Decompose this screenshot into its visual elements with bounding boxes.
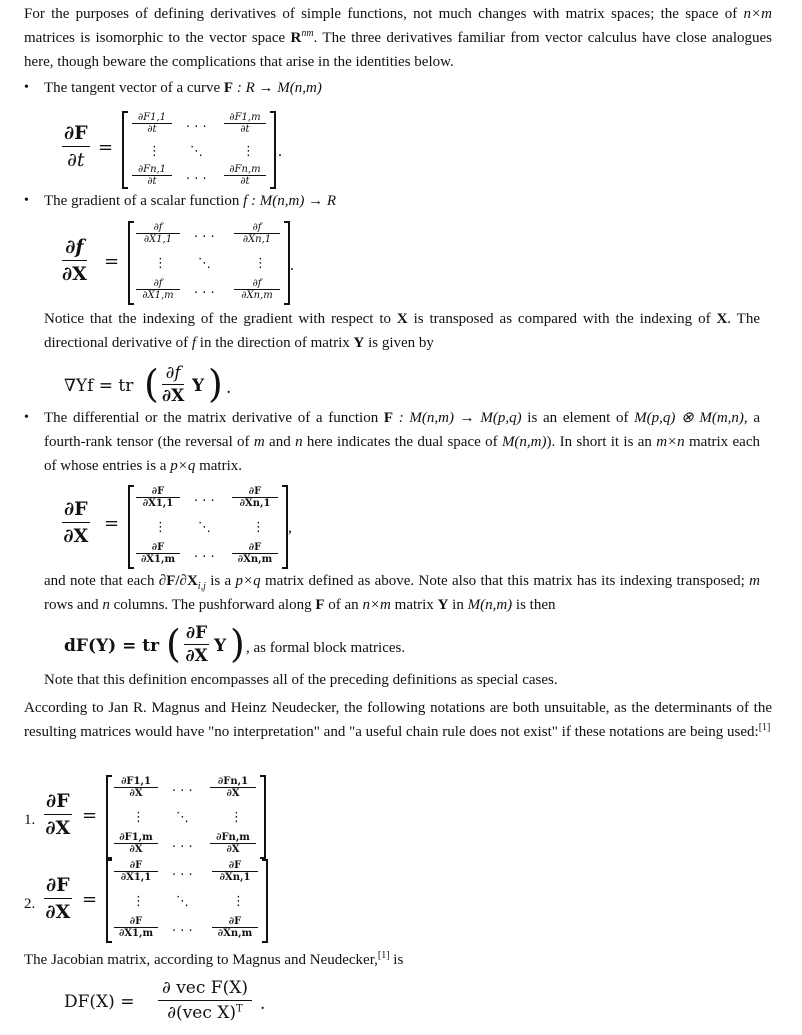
intro-paragraph: For the purposes of defining derivatives of simple functions, not much changes with matrix spaces; the space of n×m matrices is isomorphic to the vector space $R^{nm}$. The three derivatives familiar from vector calculus have close analogues here, though beware the complications that arise in the identities below. bbox=[24, 6, 772, 70]
gradient-lhs: $\frac{\partial f}{\partial X}$ bbox=[62, 236, 87, 285]
citation-link[interactable]: [1] bbox=[758, 722, 771, 733]
notation-1-matrix: ∂F1,1 ∂X · · · ∂Fn,1 ∂X ⋮ ⋱ ⋮ ∂F1,m ∂X · · · ∂Fn,m ∂X bbox=[106, 776, 266, 858]
gradient-matrix: ∂f ∂X1,1 · · · ∂f ∂Xn,1 ⋮ ⋱ ⋮ ∂f ∂X1,m · · · ∂f ∂Xn,m bbox=[128, 222, 290, 304]
gradient-equation: $\frac{\partial f}{\partial X}$ = ∂f ∂X1,1 · · · ∂f ∂Xn,1 ⋮ ⋱ ⋮ ∂f ∂X1,m · · · ∂f ∂Xn,m . bbox=[0, 220, 802, 308]
differential-equation: $\frac{\partial F}{\partial X}$ = ∂F ∂X1,1 · · · ∂F ∂Xn,1 ⋮ ⋱ ⋮ ∂F ∂X1,m · · · ∂F ∂Xn,m , bbox=[0, 482, 802, 570]
notation-2-matrix: ∂F ∂X1,1 · · · ∂F ∂Xn,1 ⋮ ⋱ ⋮ ∂F ∂X1,m · · · ∂F ∂Xn,m bbox=[106, 860, 268, 942]
differential-matrix: ∂F ∂X1,1 · · · ∂F ∂Xn,1 ⋮ ⋱ ⋮ ∂F ∂X1,m · · · ∂F ∂Xn,m bbox=[128, 486, 288, 568]
bullet-marker: • bbox=[24, 410, 29, 425]
bullet-marker: • bbox=[24, 193, 29, 208]
differential-note: and note that each $\partial F/\partial X_{i,j}$ is a p×q matrix defined as above. Note also that this matrix has its indexing transposed; m rows and n columns. The pushforward along F of an n×m matrix Y in M(n,m) is then bbox=[44, 573, 760, 613]
article-page: For the purposes of defining derivatives of simple functions, not much changes with matrix spaces; the space of n×m matrices is isomorphic to the vector space $R^{nm}$. The three derivatives familiar from vector calculus have close analogues here, though beware the complications that arise in the identities below. • The tangent vector of a curve F : R → M(n,m) $\frac{\partial F}{\partial t}$ = ∂F1,1 ∂t · · · ∂F1,m ∂t ⋮ ⋱ ⋮ ∂Fn,1 ∂t · · · ∂Fn,m ∂t . • The gradient of a scalar function f : M(n,m) → R $\frac{\partial f}{\partial X}$ = ∂f ∂X1,1 · · · ∂f ∂Xn,1 ⋮ ⋱ ⋮ ∂f ∂X1,m · · · ∂f ∂Xn,m . Notice that the indexing of the gradient with respect to X is transposed as compared with the indexing of X. The directional derivative of f in the direction of matrix Y is given by ∇Yf = tr ( $\frac{\partial f}{\partial X}$ Y ) . • The differential or the matrix derivative of a function F : M(n,m) → M(p,q) is an element of M(p,q) ⊗ M(m,n), a fourth-rank tensor (the reversal of m and n here indicates the dual space of M(n,m)). In short it is an m×n matrix each of whose entries is a p×q matrix. $\frac{\partial F}{\partial X}$ = ∂F ∂X1,1 · · · ∂F ∂Xn,1 ⋮ ⋱ ⋮ ∂F ∂X1,m · · · ∂F ∂Xn,m , and note that each $\partial F/\partial X_{i,j}$ is a p×q matrix defined as above. Note also that this matrix has its indexing transposed; m rows and n columns. The pushforward along F of an n×m matrix Y in M(n,m) is then dF(Y) = tr ( $\frac{\partial F}{\partial X}$ Y ) , as formal block matrices. Note that this definition encompasses all of the preceding definitions as special cases. According to Jan R. Magnus and Heinz Neudecker, the following notations are both unsuitable, as the determinants of the resulting matrices would have "no interpretation" and "a useful chain rule does not exist" if these notations are being used:[1] 1. $\frac{\partial F}{\partial X}$ = ∂F1,1 ∂X · · · ∂Fn,1 ∂X ⋮ ⋱ ⋮ ∂F1,m ∂X · · · ∂Fn,m ∂X 2. $\frac{\partial F}{\partial X}$ = ∂F ∂X1,1 · · · ∂F ∂Xn,1 ⋮ ⋱ ⋮ ∂F ∂X1,m · · · ∂F ∂Xn,m The Jacobian matrix, according to Magnus and Neudecker,[1] is DF(X) = ∂ vec F(X) ∂(vec X)$^T$ . bbox=[0, 0, 802, 1035]
bullet-gradient-text: The gradient of a scalar function f : M(n,m) → R bbox=[44, 193, 336, 209]
tangent-lhs: $\frac{\partial F}{\partial t}$ bbox=[64, 122, 88, 171]
pushforward-formula: dF(Y) = tr ( $\frac{\partial F}{\partial X}$ Y ) , as formal block matrices. bbox=[64, 622, 406, 666]
notation-2: 2. $\frac{\partial F}{\partial X}$ = ∂F ∂X1,1 · · · ∂F ∂Xn,1 ⋮ ⋱ ⋮ ∂F ∂X1,m · · · ∂F ∂Xn,m bbox=[0, 858, 802, 946]
bullet-tangent-text: The tangent vector of a curve F : R → M(n,m) bbox=[44, 80, 322, 96]
jacobian-text: The Jacobian matrix, according to Magnus and Neudecker,[1] is bbox=[24, 950, 404, 968]
tangent-matrix: ∂F1,1 ∂t · · · ∂F1,m ∂t ⋮ ⋱ ⋮ ∂Fn,1 ∂t · · · ∂Fn,m ∂t bbox=[122, 112, 276, 188]
differential-lhs: $\frac{\partial F}{\partial X}$ bbox=[63, 498, 89, 547]
magnus-paragraph: According to Jan R. Magnus and Heinz Neudecker, the following notations are both unsuitable, as the determinants of the resulting matrices would have "no interpretation" and "a useful chain rule does not exist" if these notations are being used:[1] bbox=[24, 700, 772, 740]
citation-link[interactable]: [1] bbox=[377, 950, 390, 961]
tangent-equation: $\frac{\partial F}{\partial t}$ = ∂F1,1 ∂t · · · ∂F1,m ∂t ⋮ ⋱ ⋮ ∂Fn,1 ∂t · · · ∂Fn,m ∂t . bbox=[64, 112, 282, 187]
gradient-notice: Notice that the indexing of the gradient with respect to X is transposed as compared with the indexing of X. The directional derivative of f in the direction of matrix Y is given by bbox=[44, 311, 760, 351]
jacobian-formula: DF(X) = ∂ vec F(X) ∂(vec X)$^T$ . bbox=[64, 978, 266, 1023]
definition-note: Note that this definition encompasses all of the preceding definitions as special cases. bbox=[44, 672, 558, 688]
bullet-marker: • bbox=[24, 80, 29, 95]
notation-1: 1. $\frac{\partial F}{\partial X}$ = ∂F1,1 ∂X · · · ∂Fn,1 ∂X ⋮ ⋱ ⋮ ∂F1,m ∂X · · · ∂Fn,m ∂X bbox=[0, 774, 802, 860]
bullet-differential-text: The differential or the matrix derivative of a function F : M(n,m) → M(p,q) is an element of M(p,q) ⊗ M(m,n), a fourth-rank tensor (the reversal of m and n here indicates the dual space of M(n,m)). In short it is an m×n matrix each of whose entries is a p×q matrix. bbox=[44, 410, 760, 474]
